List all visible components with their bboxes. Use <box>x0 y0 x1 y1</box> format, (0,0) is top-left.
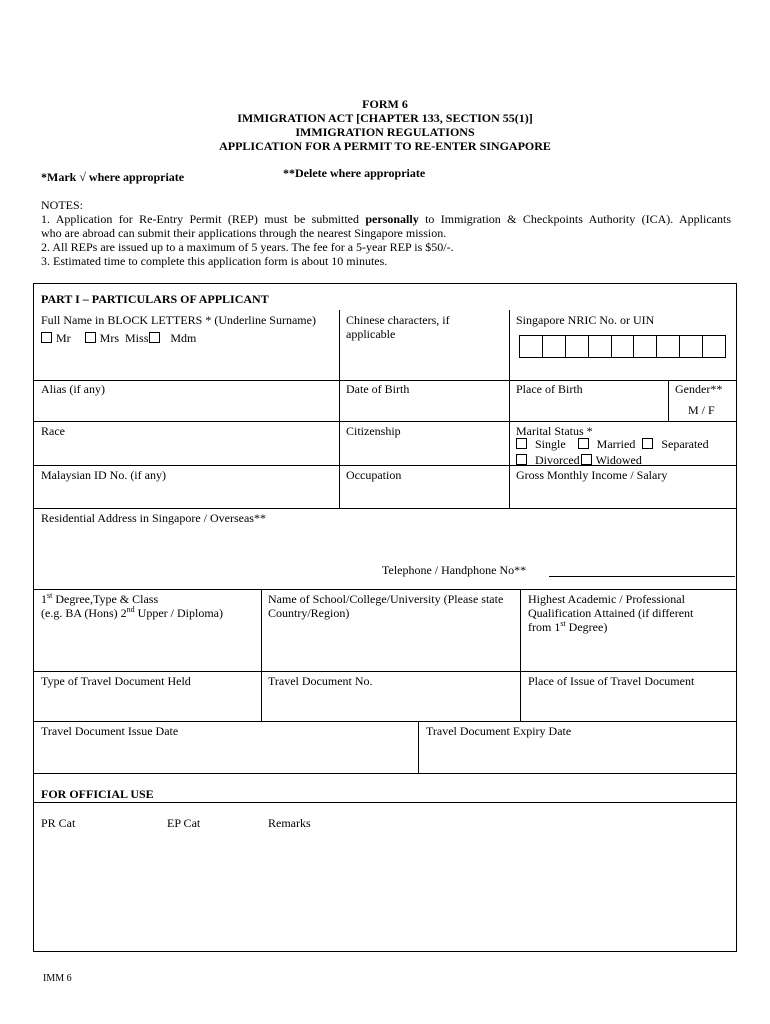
notes-heading: NOTES: <box>41 198 83 212</box>
note-1-cont: who are abroad can submit their applications through the nearest Singapore mission. <box>41 226 447 240</box>
school-label: Name of School/College/University (Please state Country/Region) <box>268 592 504 620</box>
mrs-checkbox[interactable] <box>85 332 96 343</box>
miss-checkbox[interactable] <box>149 332 160 343</box>
marital-row-1 <box>516 437 709 451</box>
gender-label: Gender** <box>675 382 723 396</box>
mrs-label: Mrs <box>99 331 120 345</box>
note-1: 1. Application for Re-Entry Permit (REP) must be submitted personally to Immigration & Checkpoints Authority (ICA). Applicants <box>41 212 732 226</box>
doc-type-label: Type of Travel Document Held <box>41 674 191 688</box>
telephone-input-line[interactable] <box>549 576 735 577</box>
salutation-group <box>41 331 196 345</box>
part1-heading: PART I – PARTICULARS OF APPLICANT <box>41 292 269 306</box>
citizenship-label: Citizenship <box>346 424 401 438</box>
remarks-label: Remarks <box>268 816 311 830</box>
alias-label: Alias (if any) <box>41 382 105 396</box>
divorced-checkbox[interactable] <box>516 454 527 465</box>
marital-status-label: Marital Status * <box>516 424 593 438</box>
notes-section <box>41 198 731 268</box>
note-2: 2. All REPs are issued up to a maximum of 5 years. The fee for a 5-year REP is $50/-. <box>41 240 454 254</box>
doc-place-label: Place of Issue of Travel Document <box>528 674 695 688</box>
degree-label: 1st Degree,Type & Class (e.g. BA (Hons) 2nd Upper / Diploma) <box>41 591 223 620</box>
married-label: Married <box>596 437 636 451</box>
official-use-heading: FOR OFFICIAL USE <box>41 787 154 801</box>
mdm-label: Mdm <box>170 331 197 345</box>
form-code: IMM 6 <box>43 973 72 984</box>
widowed-label: Widowed <box>595 453 642 467</box>
form-number: FORM 6 <box>362 97 408 111</box>
single-checkbox[interactable] <box>516 438 527 449</box>
ep-cat-label: EP Cat <box>167 816 201 830</box>
chinese-characters-label: Chinese characters, if applicable <box>346 313 450 341</box>
widowed-checkbox[interactable] <box>581 454 592 465</box>
married-checkbox[interactable] <box>578 438 589 449</box>
doc-number-label: Travel Document No. <box>268 674 373 688</box>
gender-options[interactable]: M / F <box>688 403 715 417</box>
dob-label: Date of Birth <box>346 382 410 396</box>
delete-note: **Delete where appropriate <box>283 166 426 180</box>
divorced-label: Divorced <box>535 453 580 467</box>
race-label: Race <box>41 424 65 438</box>
single-label: Single <box>535 437 566 451</box>
highest-qualification-label: Highest Academic / Professional Qualification Attained (if different from 1st Degree) <box>528 592 694 634</box>
separated-checkbox[interactable] <box>642 438 653 449</box>
nric-input[interactable] <box>519 335 726 358</box>
pr-cat-label: PR Cat <box>41 816 76 830</box>
address-label: Residential Address in Singapore / Overseas** <box>41 511 266 525</box>
expiry-date-label: Travel Document Expiry Date <box>426 724 572 738</box>
nric-label: Singapore NRIC No. or UIN <box>516 313 655 327</box>
act-reference: IMMIGRATION ACT [CHAPTER 133, SECTION 55(1)] <box>237 111 533 125</box>
mr-checkbox[interactable] <box>41 332 52 343</box>
pob-label: Place of Birth <box>516 382 583 396</box>
occupation-label: Occupation <box>346 468 402 482</box>
income-label: Gross Monthly Income / Salary <box>516 468 668 482</box>
marital-row-2 <box>516 453 642 467</box>
miss-label: Miss <box>125 331 149 345</box>
mark-note: *Mark √ where appropriate <box>41 170 185 184</box>
full-name-label: Full Name in BLOCK LETTERS * (Underline Surname) <box>41 313 316 327</box>
mr-label: Mr <box>56 331 71 345</box>
separated-label: Separated <box>661 437 709 451</box>
form-title: APPLICATION FOR A PERMIT TO RE-ENTER SINGAPORE <box>219 139 551 153</box>
issue-date-label: Travel Document Issue Date <box>41 724 179 738</box>
regulations-title: IMMIGRATION REGULATIONS <box>295 125 475 139</box>
note-3: 3. Estimated time to complete this application form is about 10 minutes. <box>41 254 388 268</box>
malaysian-id-label: Malaysian ID No. (if any) <box>41 468 166 482</box>
telephone-label: Telephone / Handphone No** <box>382 563 527 577</box>
